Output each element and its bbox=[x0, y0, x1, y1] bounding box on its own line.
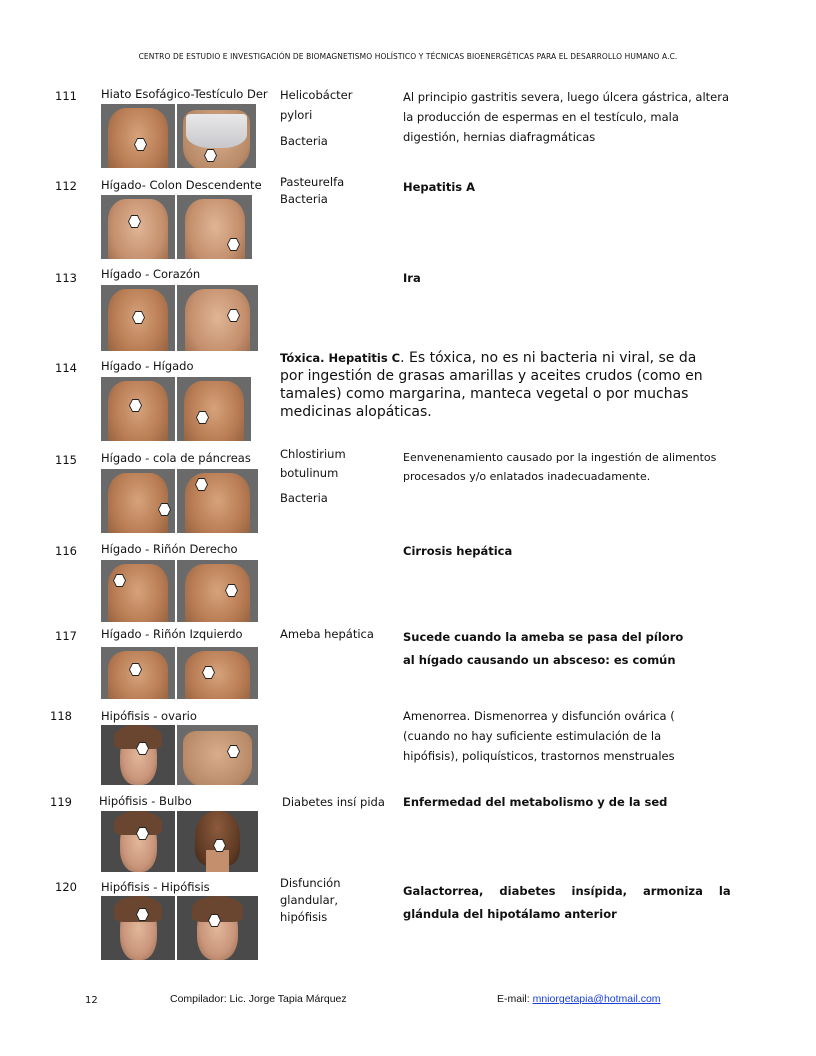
description-line: procesados y/o enlatados inadecuadamente. bbox=[403, 470, 651, 483]
page-number: 12 bbox=[85, 995, 98, 1006]
chest-torso-image bbox=[101, 195, 175, 259]
entry-number: 111 bbox=[55, 89, 77, 103]
description-line: Al principio gastritis severa, luego úlcera gástrica, altera bbox=[403, 90, 730, 104]
entry-number: 113 bbox=[55, 271, 77, 285]
head-face-image bbox=[101, 896, 175, 960]
description-line: Amenorrea. Dismenorrea y disfunción ovárica ( bbox=[403, 709, 675, 723]
chest-torso-image bbox=[101, 469, 175, 533]
description-line: Ira bbox=[403, 271, 421, 285]
head-face-image bbox=[177, 896, 258, 960]
point-pair: Hipófisis - ovario bbox=[101, 709, 197, 723]
description-line: Cirrosis hepática bbox=[403, 544, 513, 558]
description-line: digestión, hernias diafragmáticas bbox=[403, 130, 596, 144]
email-label: E-mail: bbox=[497, 993, 533, 1005]
abdomen-image bbox=[177, 195, 252, 259]
chest-torso-image bbox=[101, 377, 175, 441]
pathogen-name: Ameba hepática bbox=[280, 627, 374, 641]
head-face-image bbox=[101, 725, 175, 785]
chest-torso-image bbox=[101, 285, 175, 351]
point-pair: Hipófisis - Hipófisis bbox=[101, 880, 210, 894]
pathogen-name: Pasteurelfa bbox=[280, 175, 345, 189]
entry-number: 119 bbox=[50, 795, 72, 809]
pathogen-type: Bacteria bbox=[280, 192, 328, 206]
point-pair: Hígado- Colon Descendente bbox=[101, 178, 262, 192]
pathogen-name: Chlostirium bbox=[280, 447, 346, 461]
chest-torso-image bbox=[177, 285, 258, 351]
description-line: la producción de espermas en el testículo, mala bbox=[403, 110, 679, 124]
chest-torso-image bbox=[177, 469, 258, 533]
head-back-image bbox=[177, 811, 258, 872]
compiler-credit: Compilador: Lic. Jorge Tapia Márquez bbox=[170, 993, 347, 1005]
description-line: al hígado causando un absceso: es común bbox=[403, 653, 676, 667]
entry-number: 112 bbox=[55, 179, 77, 193]
description-line: Hepatitis A bbox=[403, 180, 476, 194]
point-pair: Hígado - Corazón bbox=[101, 267, 201, 281]
pathogen-name: botulinum bbox=[280, 466, 339, 480]
point-pair: Hígado - Riñón Izquierdo bbox=[101, 627, 243, 641]
chest-torso-image bbox=[101, 647, 175, 699]
pathogen-name: Helicobácter bbox=[280, 88, 353, 102]
point-pair: Hiato Esofágico-Testículo Der bbox=[101, 87, 268, 101]
entry-number: 117 bbox=[55, 629, 77, 643]
description-line: glándula del hipotálamo anterior bbox=[403, 907, 617, 921]
chest-torso-image bbox=[101, 104, 175, 168]
entry-number: 114 bbox=[55, 361, 77, 375]
description-line: Eenvenenamiento causado por la ingestión de alimentos bbox=[403, 451, 717, 464]
entry-number: 118 bbox=[50, 709, 72, 723]
point-pair: Hígado - Riñón Derecho bbox=[101, 542, 238, 556]
description-line: Enfermedad del metabolismo y de la sed bbox=[403, 795, 668, 809]
point-pair: Hígado - cola de páncreas bbox=[101, 451, 251, 465]
pathogen-name: hipófisis bbox=[280, 910, 328, 924]
pathogen-name: pylori bbox=[280, 108, 313, 122]
entry-number: 120 bbox=[55, 880, 77, 894]
document-header: CENTRO DE ESTUDIO E INVESTIGACIÓN DE BIOMAGNETISMO HOLÍSTICO Y TÉCNICAS BIOENERGÉTICAS PARA EL DESARROLLO HUMANO A.C. bbox=[138, 52, 678, 61]
chest-torso-image bbox=[177, 377, 251, 441]
email-link[interactable]: mniorgetapia@hotmail.com bbox=[532, 993, 661, 1005]
description-line: Galactorrea, diabetes insípida, armoniza la bbox=[403, 884, 731, 898]
description-line: Sucede cuando la ameba se pasa del píloro bbox=[403, 630, 684, 644]
pathogen-type: Bacteria bbox=[280, 491, 328, 505]
description-paragraph bbox=[280, 349, 710, 421]
description-lead: Tóxica. Hepatitis C bbox=[280, 351, 401, 365]
entry-number: 115 bbox=[55, 453, 77, 467]
description-text: . Es tóxica, no es ni bacteria ni viral, se da por ingestión de grasas amarillas y aceites crudos (como en tamales) como margarina, manteca vegetal o por muchas medicinas alopáticas. bbox=[280, 350, 703, 420]
description-line: (cuando no hay suficiente estimulación de la bbox=[403, 729, 662, 743]
back-torso-image bbox=[177, 647, 258, 699]
pathogen-name: Disfunción bbox=[280, 876, 341, 890]
description-line: hipófisis), poliquísticos, trastornos menstruales bbox=[403, 749, 675, 763]
pathogen-name: Diabetes insí pida bbox=[282, 795, 385, 809]
back-torso-image bbox=[177, 560, 258, 622]
footer-email bbox=[497, 993, 661, 1005]
pelvis-image bbox=[177, 104, 256, 168]
pathogen-name: glandular, bbox=[280, 893, 339, 907]
pelvis-image bbox=[177, 725, 258, 785]
point-pair: Hipófisis - Bulbo bbox=[99, 794, 192, 808]
pathogen-type: Bacteria bbox=[280, 134, 328, 148]
chest-torso-image bbox=[101, 560, 175, 622]
entry-number: 116 bbox=[55, 544, 77, 558]
head-face-image bbox=[101, 811, 175, 872]
point-pair: Hígado - Hígado bbox=[101, 359, 194, 373]
